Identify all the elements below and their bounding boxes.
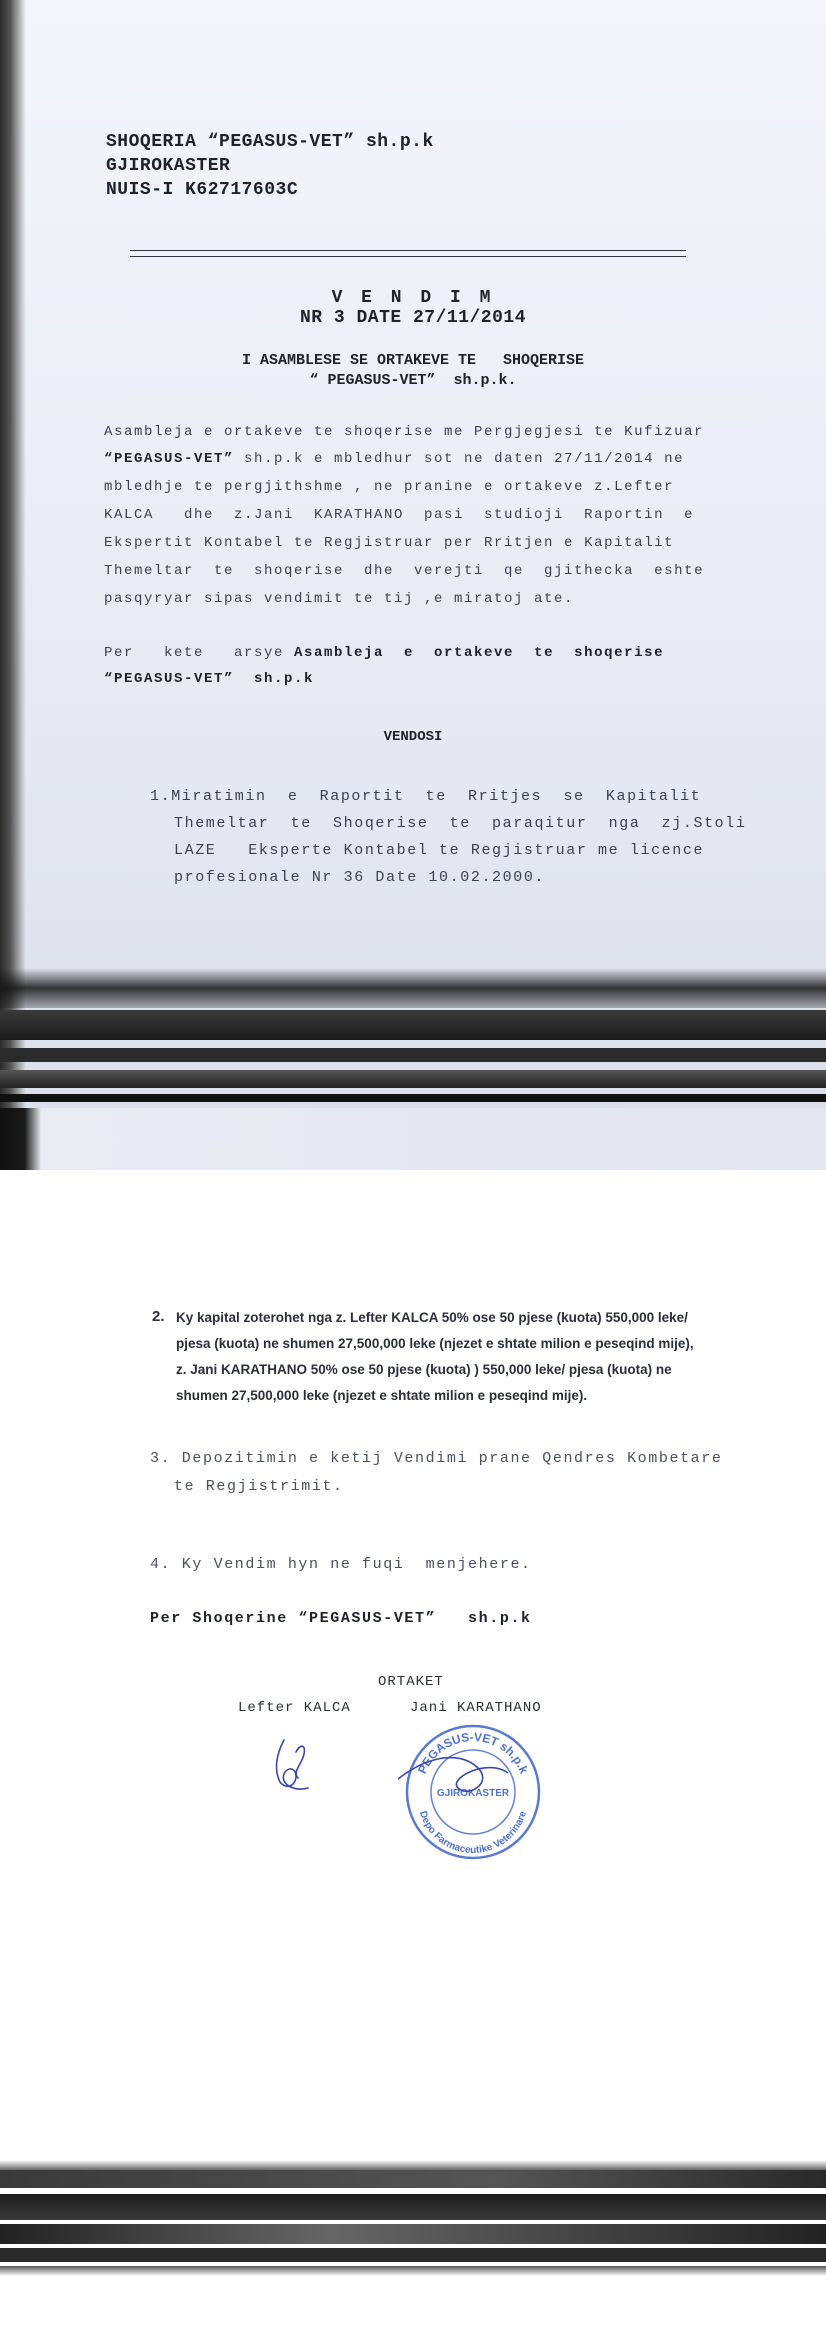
scan-artifact-band xyxy=(0,968,826,1008)
intro-company-bold: “PEGASUS-VET” xyxy=(104,451,235,467)
scan-artifact-band xyxy=(0,2224,826,2244)
stamp-bottom-text: Depo Farmaceutike Veterinare xyxy=(416,1809,530,1856)
scan-artifact-band xyxy=(0,1010,826,1040)
scan-artifact-band xyxy=(0,2160,826,2170)
intro-line-2 xyxy=(104,451,684,467)
item-1-line-2: Themeltar te Shoqerise te paraqitur nga zj.Stoli xyxy=(174,815,747,832)
reason-bold: Asambleja e ortakeve te shoqerise xyxy=(294,645,665,661)
signature-left-name: Lefter KALCA xyxy=(238,1700,351,1716)
intro-line-3: mbledhje te pergjithshme , ne pranine e ortakeve z.Lefter xyxy=(104,479,675,495)
separator-rule xyxy=(130,250,686,257)
item-3-line-2: te Regjistrimit. xyxy=(174,1478,344,1495)
intro-line-5: Ekspertit Kontabel te Regjistruar per Rritjen e Kapitalit xyxy=(104,535,675,551)
intro-line-4: KALCA dhe z.Jani KARATHANO pasi studioji Raportin e xyxy=(104,507,695,523)
scan-artifact-band xyxy=(0,1070,826,1088)
item-2-line-1: Ky kapital zoterohet nga z. Lefter KALCA 50% ose 50 pjese (kuota) 550,000 leke/ xyxy=(176,1310,688,1325)
company-name: SHOQERIA “PEGASUS-VET” sh.p.k xyxy=(106,132,434,152)
reason-company-bold: “PEGASUS-VET” xyxy=(104,671,235,687)
scan-artifact-band xyxy=(0,2170,826,2188)
signature-left-image xyxy=(266,1730,326,1800)
item-2-line-4: shumen 27,500,000 leke (njezet e shtate milion e peseqind mije). xyxy=(176,1388,588,1403)
reason-line-1 xyxy=(104,645,664,661)
reason-line-2-rest: sh.p.k xyxy=(234,671,315,687)
signatures-heading: ORTAKET xyxy=(378,1674,444,1690)
scan-artifact-band xyxy=(0,2194,826,2220)
svg-text:PEGASUS-VET sh.p.k xyxy=(415,1730,531,1776)
scan-artifact-band xyxy=(0,1094,826,1102)
company-nuis: NUIS-I K62717603C xyxy=(106,180,299,200)
vendosi-heading: VENDOSI xyxy=(383,729,443,745)
decision-number-date: NR 3 DATE 27/11/2014 xyxy=(299,308,527,328)
reason-plain: Per kete arsye xyxy=(104,645,295,661)
for-company-line xyxy=(150,1610,532,1627)
signature-right-name: Jani KARATHANO xyxy=(410,1700,542,1716)
item-2-line-2: pjesa (kuota) ne shumen 27,500,000 leke (njezet e shtate milion e peseqind mije), xyxy=(176,1336,694,1351)
scan-artifact-band xyxy=(0,2248,826,2262)
item-2-line-3: z. Jani KARATHANO 50% ose 50 pjese (kuota) ) 550,000 leke/ pjesa (kuota) ne xyxy=(176,1362,672,1377)
stamp-city: GJIROKASTER xyxy=(436,1788,510,1799)
intro-line-6: Themeltar te shoqerise dhe verejti qe gjithecka eshte xyxy=(104,563,705,579)
for-company-rest: sh.p.k xyxy=(436,1610,532,1627)
company-stamp xyxy=(398,1718,548,1866)
scan-artifact-band xyxy=(0,1048,826,1062)
intro-line-2-rest: sh.p.k e mbledhur sot ne daten 27/11/2014 ne xyxy=(234,451,685,467)
decision-title: V E N D I M xyxy=(331,288,495,308)
stamp-outer-text: PEGASUS-VET sh.p.k xyxy=(414,1729,532,1776)
intro-line-7: pasqyryar sipas vendimit te tij ,e miratoj ate. xyxy=(104,591,575,607)
for-company-bold: Per Shoqerine “PEGASUS-VET” xyxy=(150,1610,437,1627)
reason-line-2 xyxy=(104,671,314,687)
scan-artifact-band xyxy=(0,1108,826,1170)
item-1-line-4: profesionale Nr 36 Date 10.02.2000. xyxy=(174,869,546,886)
item-1-line-3: LAZE Eksperte Kontabel te Regjistruar me licence xyxy=(174,842,705,859)
item-4: 4. Ky Vendim hyn ne fuqi menjehere. xyxy=(150,1556,532,1573)
assembly-line-2: “ PEGASUS-VET” sh.p.k. xyxy=(309,372,517,389)
intro-line-1: Asambleja e ortakeve te shoqerise me Pergjegjesi te Kufizuar xyxy=(104,424,705,440)
assembly-line-1: I ASAMBLESE SE ORTAKEVE TE SHOQERISE xyxy=(241,352,585,369)
item-3-line-1: 3. Depozitimin e ketij Vendimi prane Qendres Kombetare xyxy=(150,1450,723,1467)
page-2-scan xyxy=(0,1170,826,2338)
item-2-number: 2. xyxy=(152,1308,165,1325)
scan-artifact-band xyxy=(0,2266,826,2276)
svg-text:Depo Farmaceutike Veterinare xyxy=(417,1809,529,1856)
company-city: GJIROKASTER xyxy=(106,156,231,176)
item-1-line-1: 1.Miratimin e Raportit te Rritjes se Kapitalit xyxy=(150,788,702,805)
